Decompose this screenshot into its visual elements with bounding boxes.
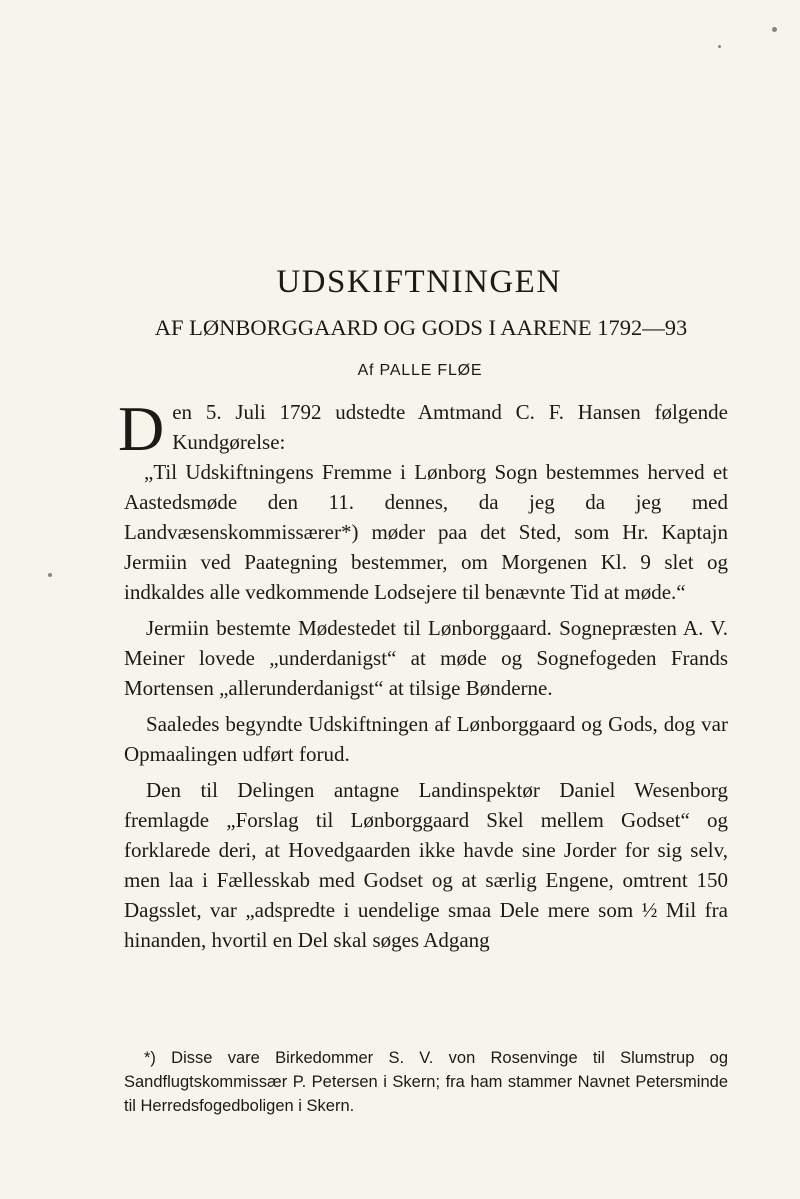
paper-speck — [48, 573, 52, 577]
article-body — [118, 393, 728, 961]
paragraph-5: Den til Delingen antagne Landinspektør Daniel Wesenborg fremlagde „Forslag til Lønborggaard Skel mellem Godset“ og forklarede deri, at Hovedgaarden ikke havde sine Jorder for sig selv, men laa i Fællesskab med Godset og at særlig Engene, omtrent 150 Dagsslet, var „adspredte i uendelige smaa Dele mere som ½ Mil fra hinanden, hvortil en Del skal søges Adgang — [124, 778, 728, 952]
paragraph-2: „Til Udskiftningens Fremme i Lønborg Sogn bestemmes herved et Aastedsmøde den 11. dennes, da jeg da jeg med Landvæsenskommissærer*) møder paa det Sted, som Hr. Kaptajn Jermiin ved Paategning bestemmer, om Morgenen Kl. 9 slet og indkaldes alle vedkommende Lodsejere til benævnte Tid at møde.“ — [124, 460, 728, 604]
article-author: Af PALLE FLØE — [357, 362, 483, 379]
paragraph-4: Saaledes begyndte Udskiftningen af Lønborggaard og Gods, dog var Opmaalingen udført forud. — [124, 712, 728, 766]
paragraph-1 — [118, 393, 728, 464]
article-title: UDSKIFTNINGEN — [276, 264, 562, 300]
footnote: *) Disse vare Birkedommer S. V. von Rosenvinge til Slumstrup og Sandflugtskommissær P. Petersen i Skern; fra ham stammer Navnet Petersminde til Herredsfogedboligen i Skern. — [124, 1049, 728, 1115]
paragraph-3: Jermiin bestemte Mødestedet til Lønborggaard. Sognepræsten A. V. Meiner lovede „underdanigst“ at møde og Sognefogeden Frands Mortensen „allerunderdanigst“ at tilsige Bønderne. — [124, 616, 728, 700]
paper-speck — [772, 27, 777, 32]
paper-speck — [718, 45, 721, 48]
paragraph-1-text: en 5. Juli 1792 udstedte Amtmand C. F. Hansen følgende Kundgørelse: — [172, 400, 728, 454]
article-subtitle: AF LØNBORGGAARD OG GODS I AARENE 1792—93 — [154, 315, 688, 340]
drop-cap: D — [118, 393, 165, 464]
